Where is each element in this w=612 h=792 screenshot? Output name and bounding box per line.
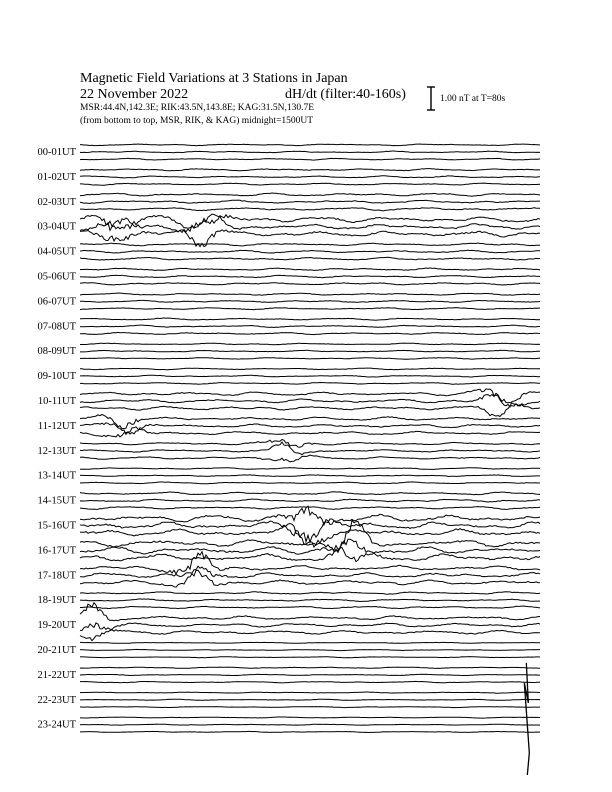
trace-RIK bbox=[80, 250, 540, 253]
trace-KAG bbox=[80, 389, 540, 407]
trace-RIK bbox=[80, 151, 540, 153]
trace-MSR bbox=[80, 570, 540, 587]
trace-KAG bbox=[80, 717, 540, 718]
row-label: 20-21UT bbox=[37, 645, 76, 656]
trace-RIK bbox=[80, 724, 540, 725]
chart-date: 22 November 2022 bbox=[80, 87, 189, 102]
row-03-04UT bbox=[38, 214, 541, 247]
trace-RIK bbox=[80, 300, 540, 302]
trace-RIK bbox=[80, 623, 540, 631]
trace-RIK bbox=[80, 393, 540, 406]
row-16-17UT bbox=[38, 520, 541, 561]
row-label: 15-16UT bbox=[37, 520, 76, 532]
trace-KAG bbox=[80, 368, 540, 370]
chart-title: Magnetic Field Variations at 3 Stations in Japan bbox=[80, 71, 348, 86]
trace-KAG bbox=[80, 414, 540, 428]
row-label: 18-19UT bbox=[37, 595, 76, 607]
trace-KAG bbox=[80, 667, 540, 668]
row-label: 21-22UT bbox=[37, 669, 76, 681]
trace-KAG bbox=[80, 520, 540, 552]
trace-KAG bbox=[80, 506, 540, 525]
trace-KAG bbox=[80, 642, 540, 643]
trace-MSR bbox=[80, 208, 540, 211]
row-label: 03-04UT bbox=[37, 221, 76, 233]
trace-MSR bbox=[80, 308, 540, 310]
trace-MSR bbox=[80, 383, 540, 385]
row-label: 04-05UT bbox=[37, 246, 76, 258]
station-coordinates: MSR:44.4N,142.3E; RIK:43.5N,143.8E; KAG:31.5N,130.7E bbox=[80, 103, 315, 113]
row-label: 11-12UT bbox=[37, 420, 76, 432]
trace-RIK bbox=[80, 499, 540, 502]
row-22-23UT bbox=[38, 692, 541, 708]
trace-RIK bbox=[80, 649, 540, 650]
end-spike bbox=[524, 663, 529, 775]
trace-RIK bbox=[80, 519, 540, 542]
row-label: 08-09UT bbox=[37, 346, 76, 358]
trace-KAG bbox=[80, 169, 540, 171]
trace-RIK bbox=[80, 699, 540, 700]
station-order-note: (from bottom to top, MSR, RIK, & KAG) midnight=1500UT bbox=[80, 116, 314, 126]
trace-MSR bbox=[80, 427, 540, 437]
trace-MSR bbox=[80, 707, 540, 708]
trace-RIK bbox=[80, 599, 540, 602]
trace-RIK bbox=[80, 442, 540, 455]
trace-RIK bbox=[80, 350, 540, 352]
row-label: 10-11UT bbox=[37, 396, 76, 407]
trace-MSR bbox=[80, 404, 540, 417]
row-10-11UT bbox=[38, 389, 540, 417]
row-label: 16-17UT bbox=[37, 545, 76, 557]
trace-RIK bbox=[80, 325, 540, 327]
trace-KAG bbox=[80, 343, 540, 345]
trace-MSR bbox=[80, 283, 540, 285]
trace-MSR bbox=[80, 158, 540, 160]
scale-bar bbox=[427, 87, 435, 110]
row-label: 02-03UT bbox=[37, 196, 76, 208]
row-label: 07-08UT bbox=[37, 321, 76, 333]
trace-MSR bbox=[80, 548, 540, 562]
row-17-18UT bbox=[38, 552, 541, 588]
trace-KAG bbox=[80, 193, 540, 196]
chart-quantity: dH/dt (filter:40-160s) bbox=[285, 87, 406, 102]
row-08-09UT bbox=[38, 343, 541, 359]
trace-KAG bbox=[80, 318, 540, 320]
trace-KAG bbox=[80, 603, 540, 621]
trace-KAG bbox=[80, 293, 540, 295]
row-label: 19-20UT bbox=[37, 620, 76, 632]
row-05-06UT bbox=[38, 268, 541, 285]
trace-MSR bbox=[80, 455, 540, 462]
trace-KAG bbox=[80, 592, 540, 595]
row-23-24UT bbox=[38, 717, 541, 733]
row-label: 01-02UT bbox=[37, 171, 76, 183]
row-18-19UT bbox=[38, 592, 541, 609]
row-13-14UT bbox=[38, 468, 541, 484]
row-00-01UT bbox=[38, 144, 541, 160]
row-label: 22-23UT bbox=[37, 694, 76, 706]
trace-KAG bbox=[80, 552, 540, 574]
trace-MSR bbox=[80, 183, 540, 185]
scale-bar-label: 1.00 nT at T=80s bbox=[440, 94, 506, 104]
row-02-03UT bbox=[38, 193, 541, 211]
trace-KAG bbox=[80, 215, 540, 231]
row-label: 09-10UT bbox=[37, 371, 76, 383]
trace-MSR bbox=[80, 606, 540, 609]
trace-KAG bbox=[80, 268, 540, 271]
row-09-10UT bbox=[38, 368, 541, 384]
row-06-07UT bbox=[38, 293, 541, 310]
trace-MSR bbox=[80, 630, 540, 641]
row-label: 12-13UT bbox=[37, 445, 76, 457]
trace-RIK bbox=[80, 200, 540, 203]
trace-MSR bbox=[80, 731, 540, 732]
trace-MSR bbox=[80, 681, 540, 683]
trace-KAG bbox=[80, 144, 540, 146]
trace-KAG bbox=[80, 243, 540, 246]
row-label: 05-06UT bbox=[37, 271, 76, 283]
trace-KAG bbox=[80, 440, 540, 448]
trace-RIK bbox=[80, 475, 540, 477]
trace-MSR bbox=[80, 507, 540, 510]
row-21-22UT bbox=[38, 667, 541, 683]
trace-MSR bbox=[80, 257, 540, 260]
trace-KAG bbox=[80, 492, 540, 495]
row-label: 17-18UT bbox=[37, 570, 76, 582]
row-12-13UT bbox=[38, 440, 541, 462]
row-11-12UT bbox=[38, 414, 540, 437]
trace-MSR bbox=[80, 482, 540, 484]
row-07-08UT bbox=[38, 318, 541, 335]
trace-RIK bbox=[80, 176, 540, 178]
trace-KAG bbox=[80, 468, 540, 470]
trace-RIK bbox=[80, 674, 540, 675]
row-label: 14-15UT bbox=[37, 495, 76, 507]
row-label: 13-14UT bbox=[37, 470, 76, 482]
trace-RIK bbox=[80, 275, 540, 278]
row-label: 23-24UT bbox=[37, 719, 76, 731]
row-label: 00-01UT bbox=[37, 147, 76, 158]
row-04-05UT bbox=[38, 243, 541, 260]
row-14-15UT bbox=[38, 492, 541, 510]
row-20-21UT bbox=[38, 642, 541, 657]
trace-KAG bbox=[80, 692, 540, 693]
row-01-02UT bbox=[38, 169, 541, 186]
trace-MSR bbox=[80, 657, 540, 658]
trace-MSR bbox=[80, 358, 540, 360]
rows-layer bbox=[38, 144, 541, 775]
trace-RIK bbox=[80, 375, 540, 377]
trace-MSR bbox=[80, 332, 540, 334]
row-label: 06-07UT bbox=[37, 296, 76, 308]
